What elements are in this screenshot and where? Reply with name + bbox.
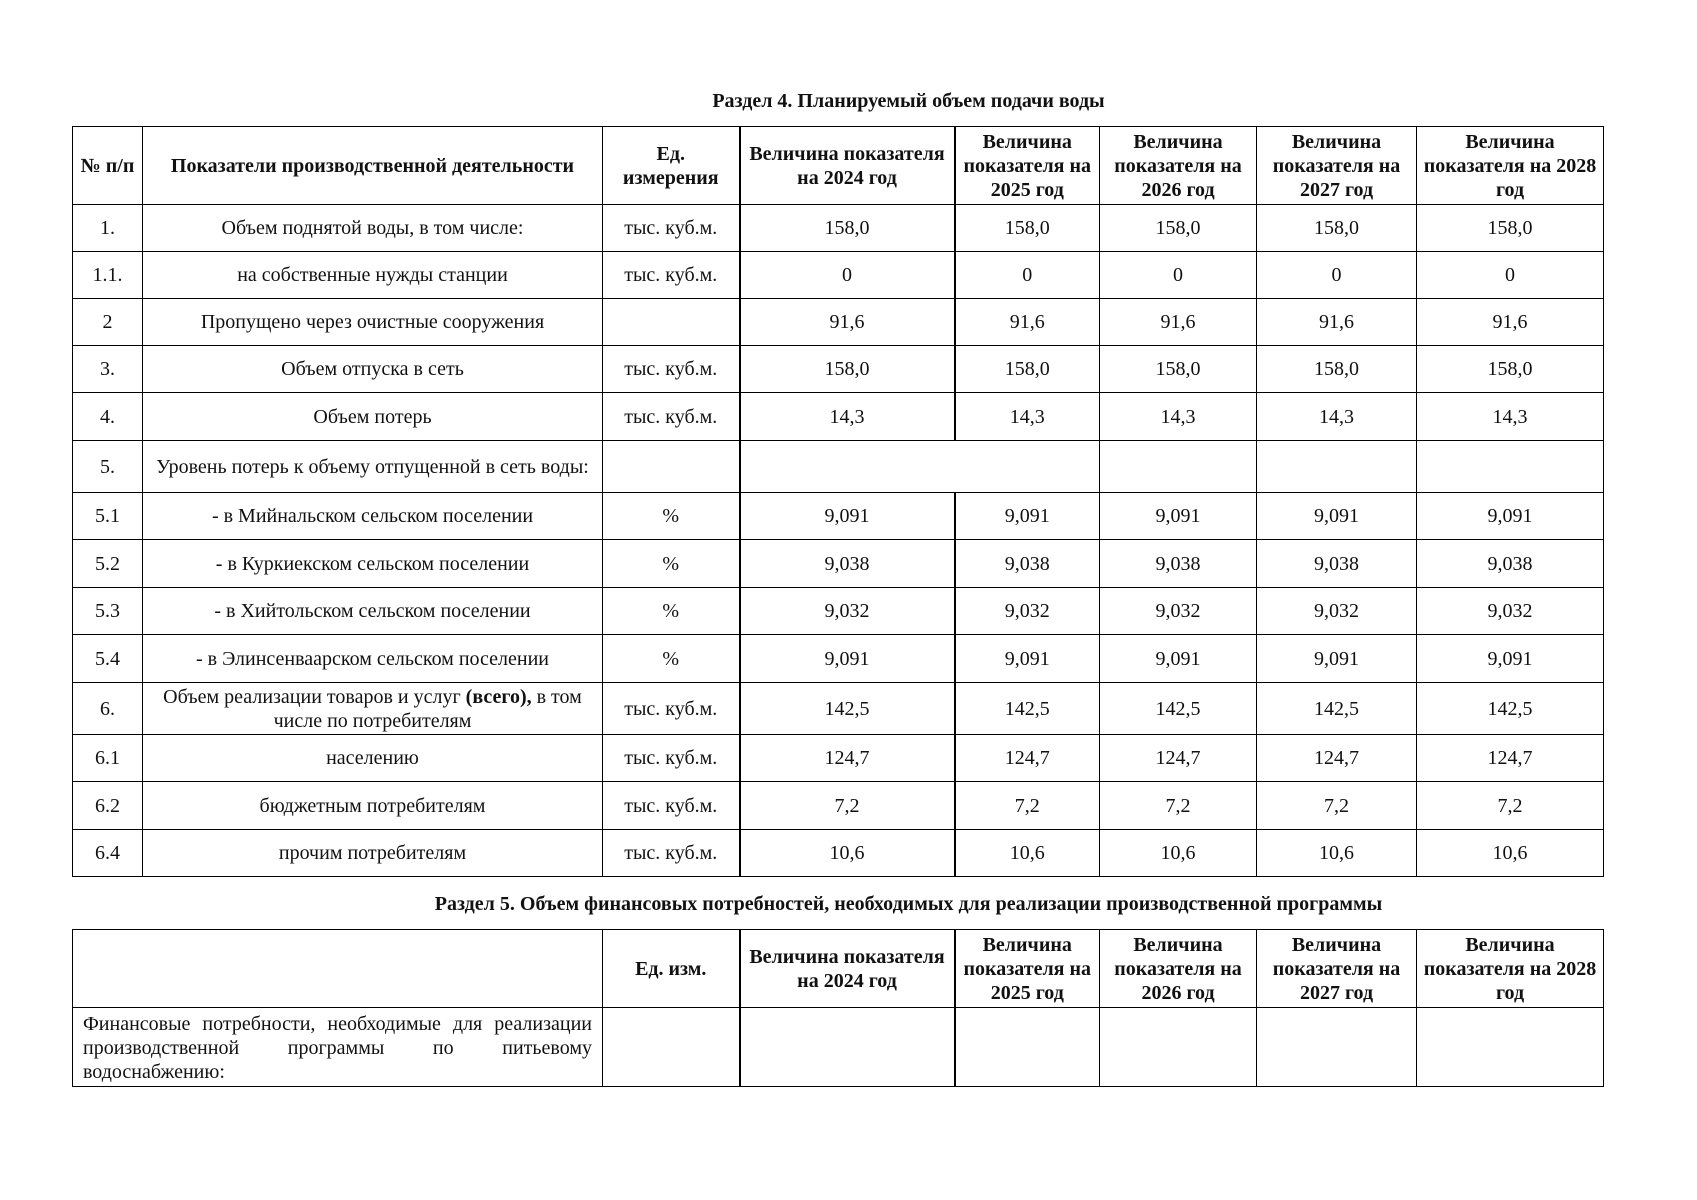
row-name: Пропущено через очистные сооружения (143, 299, 603, 346)
value-2026: 9,091 (1100, 635, 1257, 683)
header-2024: Величина показателя на 2024 год (740, 930, 955, 1008)
value-2026: 158,0 (1100, 205, 1257, 252)
header-2028: Величина показателя на 2028 год (1417, 930, 1604, 1008)
value-2026: 124,7 (1100, 735, 1257, 782)
value-2028: 10,6 (1417, 830, 1604, 877)
value-2024: 142,5 (740, 683, 955, 735)
value-2024-2025 (740, 441, 1100, 493)
row-num: 6.1 (73, 735, 143, 782)
header-2028: Величина показателя на 2028 год (1417, 127, 1604, 205)
value-2027: 9,091 (1257, 493, 1417, 540)
header-2025: Величина показателя на 2025 год (955, 930, 1100, 1008)
value-2024: 7,2 (740, 782, 955, 830)
value-2026: 91,6 (1100, 299, 1257, 346)
value-2028: 142,5 (1417, 683, 1604, 735)
row-num: 1.1. (73, 252, 143, 299)
header-2027: Величина показателя на 2027 год (1257, 127, 1417, 205)
row-num: 6.2 (73, 782, 143, 830)
section-5-title: Раздел 5. Объем финансовых потребностей, необходимых для реализации производственной программы (434, 893, 1383, 915)
value-2028: 14,3 (1417, 393, 1604, 441)
value-2027: 9,032 (1257, 588, 1417, 635)
row-unit: тыс. куб.м. (603, 346, 740, 393)
row-unit: % (603, 493, 740, 540)
row-name-part2: в том числе по потребителям (273, 685, 582, 732)
value-2024: 9,091 (740, 635, 955, 683)
table-row (73, 493, 1604, 540)
table-row (73, 1008, 1604, 1087)
water-supply-table (72, 126, 1604, 877)
row-num: 6. (73, 683, 143, 735)
row-name: бюджетным потребителям (143, 782, 603, 830)
row-name: Объем потерь (143, 393, 603, 441)
row-num: 6.4 (73, 830, 143, 877)
value-2027 (1257, 1008, 1417, 1087)
row-num: 3. (73, 346, 143, 393)
row-num: 1. (73, 205, 143, 252)
value-2028: 124,7 (1417, 735, 1604, 782)
row-num: 5. (73, 441, 143, 493)
value-2025 (955, 1008, 1100, 1087)
row-unit: тыс. куб.м. (603, 782, 740, 830)
row-name-bold: (всего), (465, 685, 532, 708)
row-unit: тыс. куб.м. (603, 205, 740, 252)
value-2025: 9,032 (955, 588, 1100, 635)
value-2025: 9,091 (955, 493, 1100, 540)
header-unit: Ед. изм. (603, 930, 740, 1008)
table-row (73, 588, 1604, 635)
row-unit: % (603, 635, 740, 683)
value-2024 (740, 1008, 955, 1087)
value-2028: 91,6 (1417, 299, 1604, 346)
header-num: № п/п (73, 127, 143, 205)
table-row (73, 299, 1604, 346)
row-unit: тыс. куб.м. (603, 252, 740, 299)
value-2025: 10,6 (955, 830, 1100, 877)
row-unit: тыс. куб.м. (603, 683, 740, 735)
row-name: - в Элинсенваарском сельском поселении (143, 635, 603, 683)
value-2026: 7,2 (1100, 782, 1257, 830)
table-row (73, 252, 1604, 299)
value-2027: 158,0 (1257, 346, 1417, 393)
value-2028: 9,038 (1417, 540, 1604, 588)
value-2025: 91,6 (955, 299, 1100, 346)
value-2027: 142,5 (1257, 683, 1417, 735)
value-2027 (1257, 441, 1417, 493)
value-2028: 158,0 (1417, 346, 1604, 393)
row-name: - в Куркиекском сельском поселении (143, 540, 603, 588)
value-2025: 7,2 (955, 782, 1100, 830)
value-2024: 9,091 (740, 493, 955, 540)
header-empty (73, 930, 603, 1008)
row-name: Объем отпуска в сеть (143, 346, 603, 393)
value-2026: 158,0 (1100, 346, 1257, 393)
value-2027: 158,0 (1257, 205, 1417, 252)
row-num: 5.3 (73, 588, 143, 635)
value-2025: 142,5 (955, 683, 1100, 735)
row-unit: тыс. куб.м. (603, 735, 740, 782)
header-2027: Величина показателя на 2027 год (1257, 930, 1417, 1008)
value-2024: 124,7 (740, 735, 955, 782)
row-unit: тыс. куб.м. (603, 830, 740, 877)
value-2026: 14,3 (1100, 393, 1257, 441)
row-name: населению (143, 735, 603, 782)
value-2025: 124,7 (955, 735, 1100, 782)
table-row (73, 393, 1604, 441)
value-2025: 9,091 (955, 635, 1100, 683)
section-4-title: Раздел 4. Планируемый объем подачи воды (712, 90, 1105, 112)
value-2028: 7,2 (1417, 782, 1604, 830)
header-2024: Величина показателя на 2024 год (740, 127, 955, 205)
row-name: на собственные нужды станции (143, 252, 603, 299)
table-row (73, 635, 1604, 683)
value-2024: 158,0 (740, 346, 955, 393)
row-unit (603, 1008, 740, 1087)
row-name: Финансовые потребности, необходимые для реализации производственной программы по питьевому водоснабжению: (73, 1008, 603, 1087)
row-name: - в Хийтольском сельском поселении (143, 588, 603, 635)
value-2025: 158,0 (955, 346, 1100, 393)
value-2028: 0 (1417, 252, 1604, 299)
value-2024: 9,032 (740, 588, 955, 635)
table-header-row (73, 930, 1604, 1008)
financial-needs-table (72, 929, 1604, 1087)
value-2028 (1417, 441, 1604, 493)
value-2025: 158,0 (955, 205, 1100, 252)
value-2027: 14,3 (1257, 393, 1417, 441)
table-row (73, 735, 1604, 782)
row-num: 4. (73, 393, 143, 441)
row-name: прочим потребителям (143, 830, 603, 877)
value-2026 (1100, 1008, 1257, 1087)
table-row (73, 441, 1604, 493)
row-num: 5.2 (73, 540, 143, 588)
table-row (73, 540, 1604, 588)
value-2026: 142,5 (1100, 683, 1257, 735)
value-2024: 14,3 (740, 393, 955, 441)
row-unit: тыс. куб.м. (603, 393, 740, 441)
value-2026: 9,038 (1100, 540, 1257, 588)
row-unit (603, 441, 740, 493)
value-2024: 0 (740, 252, 955, 299)
row-name: Объем поднятой воды, в том числе: (143, 205, 603, 252)
row-num: 2 (73, 299, 143, 346)
value-2028: 158,0 (1417, 205, 1604, 252)
value-2028 (1417, 1008, 1604, 1087)
value-2026: 0 (1100, 252, 1257, 299)
header-2025: Величина показателя на 2025 год (955, 127, 1100, 205)
value-2027: 0 (1257, 252, 1417, 299)
row-unit: % (603, 540, 740, 588)
row-name: Уровень потерь к объему отпущенной в сеть воды: (143, 441, 603, 493)
value-2028: 9,091 (1417, 635, 1604, 683)
value-2027: 7,2 (1257, 782, 1417, 830)
value-2024: 10,6 (740, 830, 955, 877)
row-name: - в Мийнальском сельском поселении (143, 493, 603, 540)
value-2027: 91,6 (1257, 299, 1417, 346)
value-2028: 9,091 (1417, 493, 1604, 540)
row-name (143, 683, 603, 735)
value-2027: 10,6 (1257, 830, 1417, 877)
table-row (73, 346, 1604, 393)
table-row (73, 830, 1604, 877)
header-2026: Величина показателя на 2026 год (1100, 930, 1257, 1008)
value-2026: 10,6 (1100, 830, 1257, 877)
value-2025: 9,038 (955, 540, 1100, 588)
table-row (73, 683, 1604, 735)
row-name-part1: Объем реализации товаров и услуг (163, 685, 466, 708)
row-unit (603, 299, 740, 346)
value-2026: 9,091 (1100, 493, 1257, 540)
value-2025: 14,3 (955, 393, 1100, 441)
value-2024: 91,6 (740, 299, 955, 346)
value-2026 (1100, 441, 1257, 493)
header-2026: Величина показателя на 2026 год (1100, 127, 1257, 205)
header-indicator: Показатели производственной деятельности (143, 127, 603, 205)
row-unit: % (603, 588, 740, 635)
value-2027: 9,038 (1257, 540, 1417, 588)
value-2027: 124,7 (1257, 735, 1417, 782)
value-2024: 158,0 (740, 205, 955, 252)
row-num: 5.4 (73, 635, 143, 683)
table-row (73, 782, 1604, 830)
value-2025: 0 (955, 252, 1100, 299)
value-2024: 9,038 (740, 540, 955, 588)
value-2026: 9,032 (1100, 588, 1257, 635)
value-2027: 9,091 (1257, 635, 1417, 683)
row-num: 5.1 (73, 493, 143, 540)
header-unit: Ед. измерения (603, 127, 740, 205)
table-header-row (73, 127, 1604, 205)
value-2028: 9,032 (1417, 588, 1604, 635)
table-row (73, 205, 1604, 252)
